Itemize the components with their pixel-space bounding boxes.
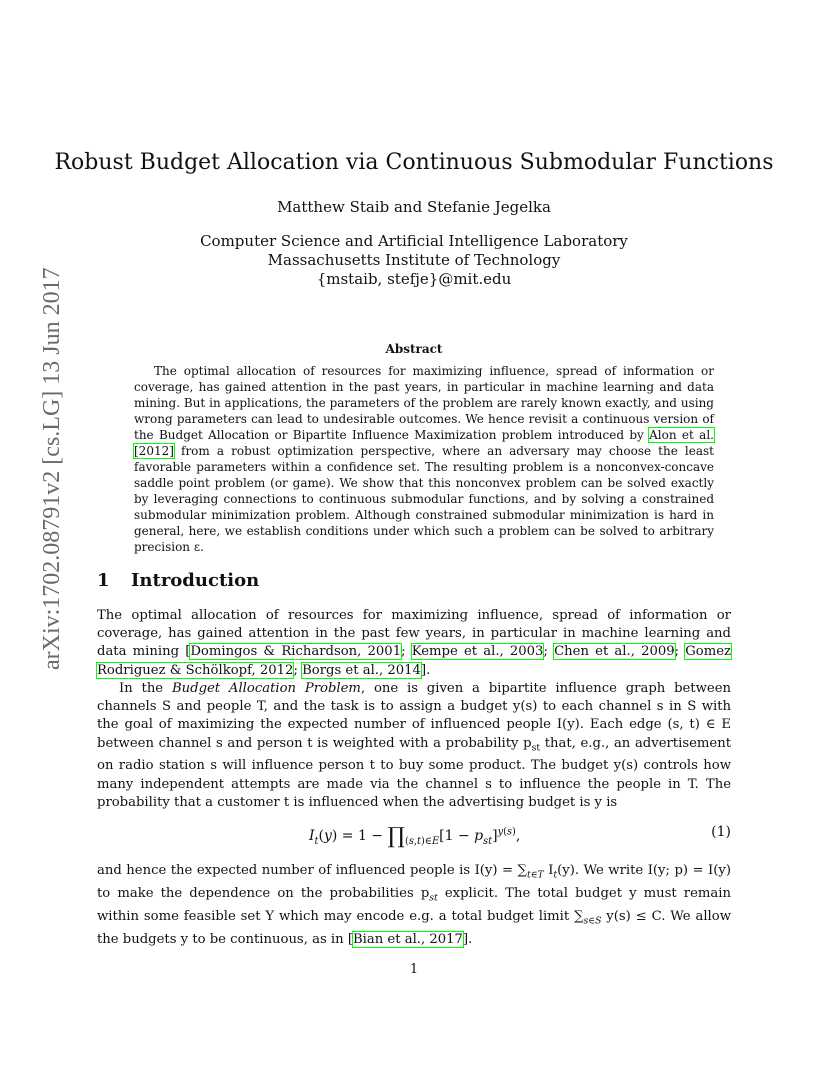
intro-paragraph-3: and hence the expected number of influenced people is $I(y) = \sum_{t\in T}$ $I_t(y)$. We write I(y; p) = I(y) to make the dependence on the probabilities $p_{st}$ explicit. The total budget y must remain within some feasible set Y which may encode e.g. a total budget limit $\sum_{s\in S}$ y(s) ≤ C. We allow the budgets y to be continuous, as in [Bian et al., 2017]. — [97, 863, 731, 947]
abstract-heading: Abstract — [385, 342, 443, 356]
intro-paragraph-2: In the Budget Allocation Problem, one is given a bipartite influence graph between channels S and people T, and the task is to assign a budget y(s) to each channel s in S with the goal of maximizing the expected number of influenced people I(y). Each edge (s, t) ∈ E between channel s and person t is weighted with a probability $p_{st}$ that, e.g., an advertisement on radio station s will influence person t to buy some product. The budget y(s) controls how many independent attempts are made via the channel s to influence the people in T. The probability that a customer t is influenced when the advertising budget is y is — [97, 681, 732, 810]
equation-1 — [97, 822, 731, 848]
affiliation-institute: Massachusetts Institute of Technology — [267, 251, 561, 269]
abstract-text — [134, 363, 714, 555]
paragraph-text: , one is given a bipartite influence graph between channels S and people T, and the task is to assign a budget y(s) to each channel s in S with the goal of maximizing the expected number of influenced people I(y). Each edge (s, t) ∈ E between channel s and person t is weighted with a probability p — [97, 681, 732, 751]
abstract-text-part: from a robust optimization perspective, where an adversary may choose the least favorable parameters within a confidence set. The resulting problem is a nonconvex-concave saddle point problem (or game). We show that this nonconvex problem can be solved exactly by leveraging connections to continuous submodular functions, and by solving a constrained submodular minimization problem. Although constrained submodular minimization is hard in general, here, we establish conditions under which such a problem can be solved to arbitrary precision ε. — [134, 444, 714, 554]
paragraph-text: y(s) ≤ C. We allow the budgets y to be continuous, as in [ — [97, 908, 731, 947]
arxiv-sidebar-stamp: arXiv:1702.08791v2 [cs.LG] 13 Jun 2017 — [39, 267, 65, 670]
equation-expression: $I_t(y) = 1$ − $\prod_{(s,t)\in E}[1 - p_{st}]^{y(s)}$, — [309, 824, 521, 849]
citation-link[interactable]: Chen et al., 2009 — [554, 644, 675, 660]
section-heading — [97, 570, 259, 591]
paragraph-text: The optimal allocation of resources for maximizing influence, spread of information or coverage, has gained attention in the past few years, in particular in machine learning and data mining [ — [97, 608, 731, 660]
paragraph-text: and hence the expected number of influenced people is I(y) = ∑ — [97, 863, 527, 878]
page-number: 1 — [409, 962, 419, 977]
citation-link[interactable]: Domingos & Richardson, 2001 — [190, 644, 402, 660]
abstract-text-part: The optimal allocation of resources for maximizing influence, spread of information or coverage, has gained attention in the past years, in particular in machine learning and data mining. But in applications, the parameters of the problem are rarely known exactly, and using wrong parameters can lead to undesirable outcomes. We hence revisit a continuous version of the Budget Allocation or Bipartite Influence Maximization problem introduced by — [134, 364, 714, 442]
author-emails: {mstaib, stefje}@mit.edu — [316, 270, 512, 288]
paper-authors: Matthew Staib and Stefanie Jegelka — [277, 198, 551, 216]
emphasized-term: Budget Allocation Problem — [171, 681, 361, 696]
paragraph-text: In the — [119, 681, 172, 696]
section-title: Introduction — [131, 570, 260, 591]
affiliation-lab: Computer Science and Artificial Intelligence Laboratory — [200, 232, 628, 250]
intro-paragraph-1: The optimal allocation of resources for maximizing influence, spread of information or coverage, has gained attention in the past few years, in particular in machine learning and data mining [Domingos & Richardson, 2001; Kempe et al., 2003; Chen et al., 2009; Gomez Rodriguez & Schölkopf, 2012; Borgs et al., 2014]. — [97, 608, 731, 678]
paper-title: Robust Budget Allocation via Continuous Submodular Functions — [54, 150, 774, 175]
section-number: 1 — [97, 570, 110, 591]
paragraph-text: explicit. The total budget y must remain within some feasible set Y which may encode e.g. a total budget limit ∑ — [97, 885, 731, 924]
citation-link[interactable]: Kempe et al., 2003 — [411, 644, 544, 660]
paragraph-text: (y). We write I(y; p) = I(y) to make the dependence on the probabilities p — [97, 863, 731, 901]
paragraph-text: I — [543, 863, 554, 878]
citation-link[interactable]: Alon et al. [2012] — [134, 428, 714, 458]
paragraph-text: ]. — [462, 931, 473, 947]
equation-number: (1) — [711, 824, 731, 840]
citation-link[interactable]: Borgs et al., 2014 — [302, 662, 421, 678]
paragraph-text: that, e.g., an advertisement on radio station s will influence person t to buy some product. The budget y(s) controls how many independent attempts are made via the channel s to influence the people in T. The probability that a customer t is influenced when the advertising budget is y is — [97, 735, 731, 810]
citation-link[interactable]: Bian et al., 2017 — [352, 931, 463, 947]
affiliation-block — [0, 232, 828, 289]
citation-link[interactable]: Gomez Rodriguez & Schölkopf, 2012 — [97, 644, 731, 678]
